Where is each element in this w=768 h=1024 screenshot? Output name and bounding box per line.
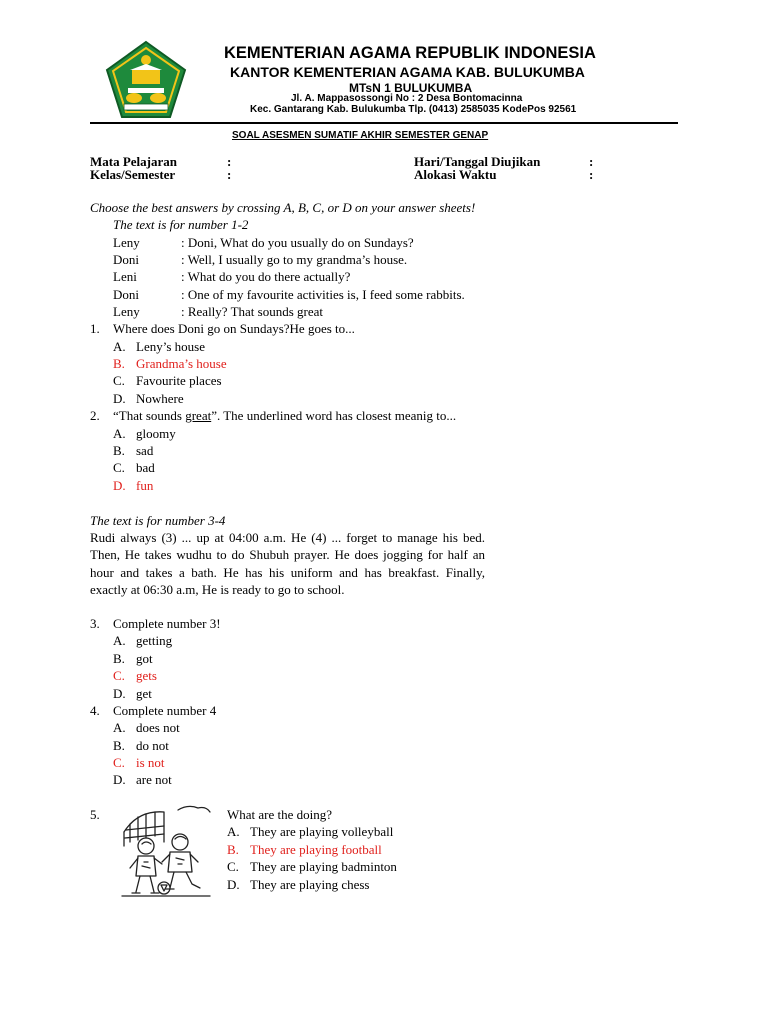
football-illustration [118,802,214,898]
option-letter-correct: D. [113,478,126,493]
dialog-line: : Doni, What do you usually do on Sundays? [181,235,414,250]
header-contact: Kec. Gantarang Kab. Bulukumba Tlp. (0413) 2585035 KodePos 92561 [250,104,577,115]
time-label: Alokasi Waktu [414,167,497,182]
question-text: Complete number 4 [113,703,217,718]
ministry-logo [104,40,188,120]
option-letter: A. [113,720,126,735]
option-text: sad [136,443,154,458]
text1-intro: The text is for number 1-2 [113,217,249,232]
header-office: KANTOR KEMENTERIAN AGAMA KAB. BULUKUMBA [230,64,585,80]
underlined-word: great [185,408,212,423]
header-address: Jl. A. Mappasossongi No : 2 Desa Bontomacinna [291,93,523,104]
kids-playing-football-illustration [118,802,214,898]
option-text: Favourite places [136,373,222,388]
dialog-speaker: Leny [113,235,140,250]
option-text: They are playing badminton [250,859,397,874]
option-letter-correct: B. [227,842,239,857]
option-letter-correct: C. [113,668,125,683]
dialog-speaker: Leni [113,269,137,284]
option-letter-correct: C. [113,755,125,770]
dialog-speaker: Leny [113,304,140,319]
question-text [113,407,456,424]
option-text: bad [136,460,155,475]
question-text: What are the doing? [227,807,333,822]
option-letter: C. [113,460,125,475]
option-letter: D. [113,772,126,787]
header-divider [90,122,678,124]
time-colon: : [589,167,594,182]
dialog-line: : One of my favourite activities is, I feed some rabbits. [181,287,465,302]
option-text: Nowhere [136,391,184,406]
dialog-speaker: Doni [113,287,139,302]
option-text: does not [136,720,180,735]
question-number: 2. [90,408,100,423]
option-text: They are playing volleyball [250,824,394,839]
dialog-speaker: Doni [113,252,139,267]
date-label: Hari/Tanggal Diujikan [414,154,541,169]
option-letter: D. [113,391,126,406]
header-school: MTsN 1 BULUKUMBA [349,81,473,95]
option-letter: A. [113,426,126,441]
option-text-correct: is not [136,755,165,770]
option-letter-correct: B. [113,356,125,371]
instruction: Choose the best answers by crossing A, B, C, or D on your answer sheets! [90,200,476,215]
option-text: do not [136,738,169,753]
option-letter: C. [227,859,239,874]
date-colon: : [589,154,594,169]
question-number: 1. [90,321,100,336]
option-letter: B. [113,651,125,666]
subject-colon: : [227,154,232,169]
class-label: Kelas/Semester [90,167,176,182]
option-text-correct: Grandma’s house [136,356,227,371]
option-text: got [136,651,153,666]
subject-label: Mata Pelajaran [90,154,178,169]
option-text: get [136,686,152,701]
option-letter: B. [113,443,125,458]
header-ministry: KEMENTERIAN AGAMA REPUBLIK INDONESIA [224,44,596,62]
question-text: Complete number 3! [113,616,221,631]
option-text: They are playing chess [250,877,370,892]
question-number: 4. [90,703,100,718]
option-letter: A. [113,633,126,648]
question-text: Where does Doni go on Sundays?He goes to... [113,321,355,336]
option-text-correct: gets [136,668,157,683]
option-text: are not [136,772,172,787]
kemenag-logo-icon [104,40,188,120]
dialog-line: : What do you do there actually? [181,269,351,284]
question-number: 5. [90,807,100,822]
reading-passage: Rudi always (3) ... up at 04:00 a.m. He (4) ... forget to manage his bed. Then, He takes wudhu to do Shubuh prayer. He does jogging for half an hour and takes a bath. He has his uniform and has breakfast. Finally, exactly at 06:30 a.m, He is ready to go to school. [90,530,485,597]
option-text: Leny’s house [136,339,205,354]
option-text-correct: They are playing football [250,842,382,857]
dialog-line: : Well, I usually go to my grandma’s house. [181,252,408,267]
question-number: 3. [90,616,100,631]
option-text: getting [136,633,173,648]
option-letter: B. [113,738,125,753]
exam-title: SOAL ASESMEN SUMATIF AKHIR SEMESTER GENAP [232,130,489,141]
option-letter: C. [113,373,125,388]
option-letter: A. [227,824,240,839]
dialog-line: : Really? That sounds great [181,304,324,319]
option-letter: D. [227,877,240,892]
option-letter: D. [113,686,126,701]
question-text-pre: “That sounds [113,408,186,423]
option-text-correct: fun [136,478,154,493]
option-letter: A. [113,339,126,354]
option-text: gloomy [136,426,176,441]
class-colon: : [227,167,232,182]
text2-intro: The text is for number 3-4 [90,513,226,528]
question-text-post: ”. The underlined word has closest meanig to... [211,408,457,423]
